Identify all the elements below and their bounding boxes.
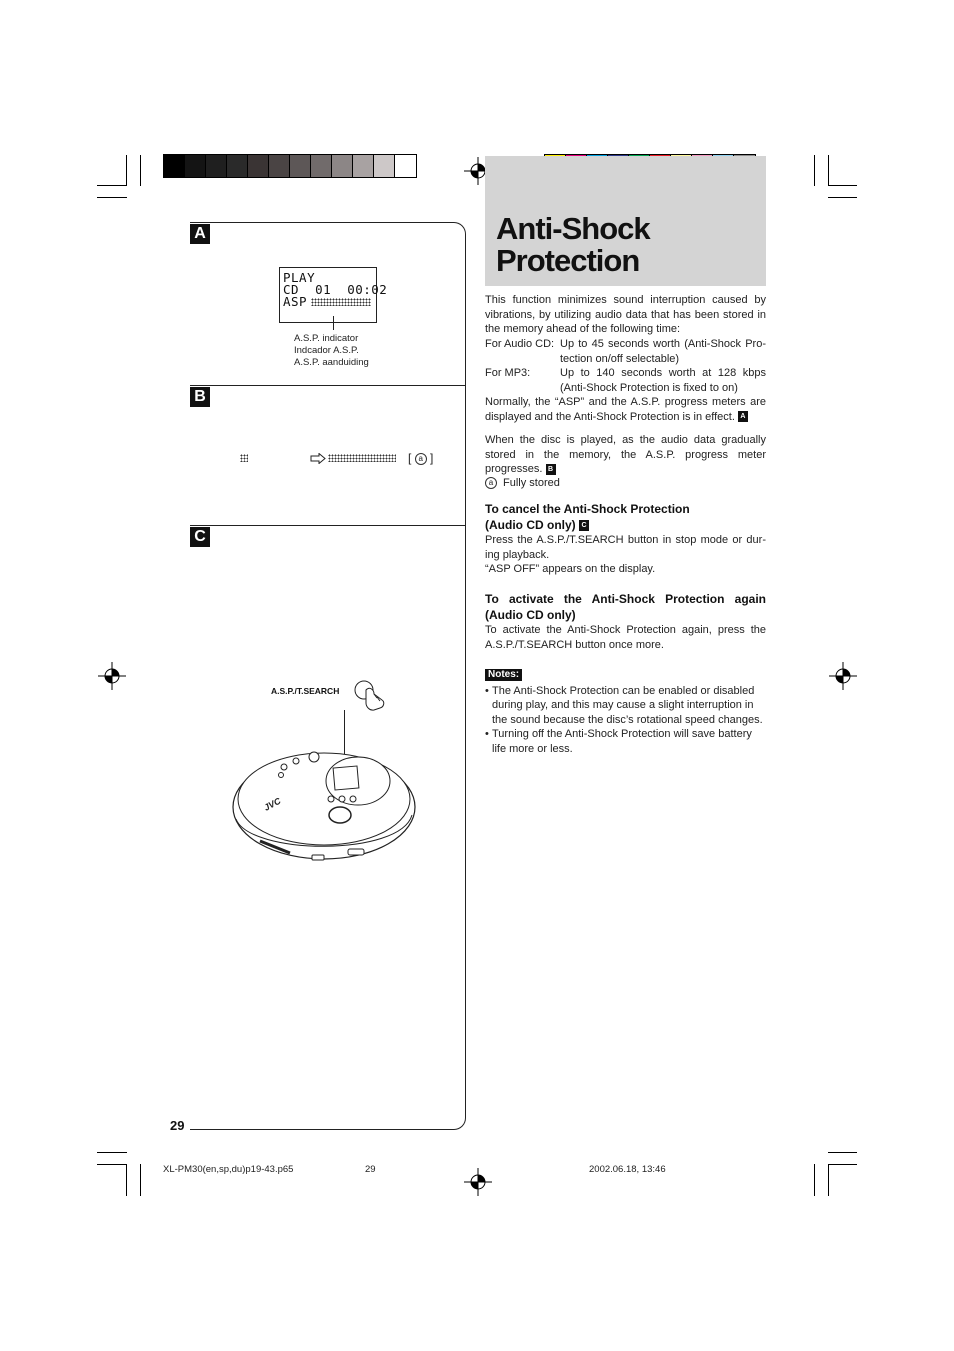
fully-stored-note xyxy=(485,476,766,491)
cancel-heading-line2 xyxy=(485,517,766,533)
cancel-text: Press the A.S.P./T.SEARCH button in stop mode or dur-ing playback. xyxy=(485,534,766,561)
footer-file: XL-PM30(en,sp,du)p19-43.p65 xyxy=(163,1164,294,1175)
meter-empty xyxy=(240,454,248,462)
meter-full xyxy=(328,454,396,462)
note-text-1: The Anti-Shock Protection can be enabled or disabled during play, and this may cause a slight interruption in the sound because the disc’s rotational speed changes. xyxy=(492,684,763,726)
calibration-swatch xyxy=(311,155,332,177)
indicator-leader-line xyxy=(333,316,334,330)
spec-list xyxy=(485,337,766,395)
fully-stored-marker: a xyxy=(415,453,427,465)
normally-paragraph xyxy=(485,395,766,424)
step-b-badge: B xyxy=(190,387,210,407)
note-item: • Turning off the Anti-Shock Protection will save battery life more or less. xyxy=(485,727,766,756)
title-line-1: Anti-Shock xyxy=(496,211,650,246)
arrow-right-icon xyxy=(310,453,326,464)
cd-player-illustration xyxy=(230,745,420,870)
panel-divider-bc xyxy=(190,525,466,526)
ref-c-badge: C xyxy=(579,520,589,531)
footer-page: 29 xyxy=(365,1164,376,1175)
note-text-2: Turning off the Anti-Shock Protection will save battery life more or less. xyxy=(492,728,752,755)
grayscale-calibration-bar xyxy=(163,154,417,178)
disc-played-text: When the disc is played, as the audio data gradually stored in the memory, the A.S.P. progress meter progresses. xyxy=(485,434,766,476)
activate-section xyxy=(485,591,766,652)
calibration-swatch xyxy=(185,155,206,177)
page-number: 29 xyxy=(170,1118,185,1133)
spec-row-audio-cd xyxy=(485,337,766,366)
footer-date: 2002.06.18, 13:46 xyxy=(589,1164,666,1175)
page-title xyxy=(496,213,650,277)
spec-value: Up to 140 seconds worth at 128 kbps (Anti-Shock Protection is fixed to on) xyxy=(560,367,766,394)
step-a-badge: A xyxy=(190,224,210,244)
calibration-swatch xyxy=(395,155,416,177)
spec-row-mp3 xyxy=(485,366,766,395)
ref-b-badge: B xyxy=(546,464,556,475)
activate-heading: To activate the Anti-Shock Protection again xyxy=(485,592,766,606)
activate-heading-sub: (Audio CD only) xyxy=(485,608,576,622)
calibration-swatch xyxy=(374,155,395,177)
intro-paragraph: This function minimizes sound interruption caused by vibrations, by utilizing audio data that has been stored in the memory ahead of the following time: xyxy=(485,294,766,336)
lcd-line-3: ASP xyxy=(283,294,308,309)
ref-a-badge: A xyxy=(738,411,748,422)
activate-text: To activate the Anti-Shock Protection again, press the A.S.P./T.SEARCH button once more. xyxy=(485,624,766,651)
calibration-swatch xyxy=(353,155,374,177)
registration-mark-bottom xyxy=(464,1168,492,1196)
asp-indicator-label-du: A.S.P. aanduiding xyxy=(294,357,369,368)
brand-logo-text: JVC xyxy=(262,795,283,813)
spec-label: For MP3: xyxy=(485,367,531,380)
lcd-line-2: CD 01 00:02 xyxy=(283,282,388,297)
cancel-text-2: “ASP OFF” appears on the display. xyxy=(485,563,656,576)
calibration-swatch xyxy=(206,155,227,177)
cancel-heading: To cancel the Anti-Shock Protection xyxy=(485,502,690,516)
cancel-section xyxy=(485,501,766,577)
registration-mark-left xyxy=(98,662,126,690)
asp-progress-meter xyxy=(311,298,371,306)
notes-section xyxy=(485,667,766,757)
cancel-heading-sub: (Audio CD only) xyxy=(485,518,576,532)
notes-label: Notes: xyxy=(485,669,522,681)
title-line-2: Protection xyxy=(496,243,640,278)
spec-value: Up to 45 seconds worth (Anti-Shock Pro-tection on/off selectable) xyxy=(560,338,766,365)
calibration-swatch xyxy=(248,155,269,177)
registration-mark-right xyxy=(829,662,857,690)
calibration-swatch xyxy=(332,155,353,177)
fully-stored-bracket: [ a ] xyxy=(408,451,434,465)
finger-press-icon xyxy=(352,678,392,714)
fully-stored-marker-a: a xyxy=(485,477,497,489)
asp-indicator-label-sp: Indcador A.S.P. xyxy=(294,345,359,356)
calibration-swatch xyxy=(269,155,290,177)
disc-played-paragraph xyxy=(485,433,766,477)
calibration-swatch xyxy=(164,155,185,177)
panel-divider-ab xyxy=(190,385,466,386)
asp-tsearch-button-label: A.S.P./T.SEARCH xyxy=(271,686,340,696)
spec-label: For Audio CD: xyxy=(485,338,555,350)
lcd-display xyxy=(279,267,388,323)
asp-indicator-labels xyxy=(294,333,369,369)
fully-stored-text: Fully stored xyxy=(503,477,560,489)
note-item: • The Anti-Shock Protection can be enabled or disabled during play, and this may cause a slight interruption in the sound because the disc’s rotational speed changes. xyxy=(485,684,766,728)
calibration-swatch xyxy=(290,155,311,177)
normally-text: Normally, the “ASP” and the A.S.P. progress meters are displayed and the Anti-Shock Protection is in effect. xyxy=(485,396,766,423)
asp-indicator-label-en: A.S.P. indicator xyxy=(294,333,359,344)
step-c-badge: C xyxy=(190,527,210,547)
calibration-swatch xyxy=(227,155,248,177)
lcd-line-1: PLAY xyxy=(283,270,316,285)
